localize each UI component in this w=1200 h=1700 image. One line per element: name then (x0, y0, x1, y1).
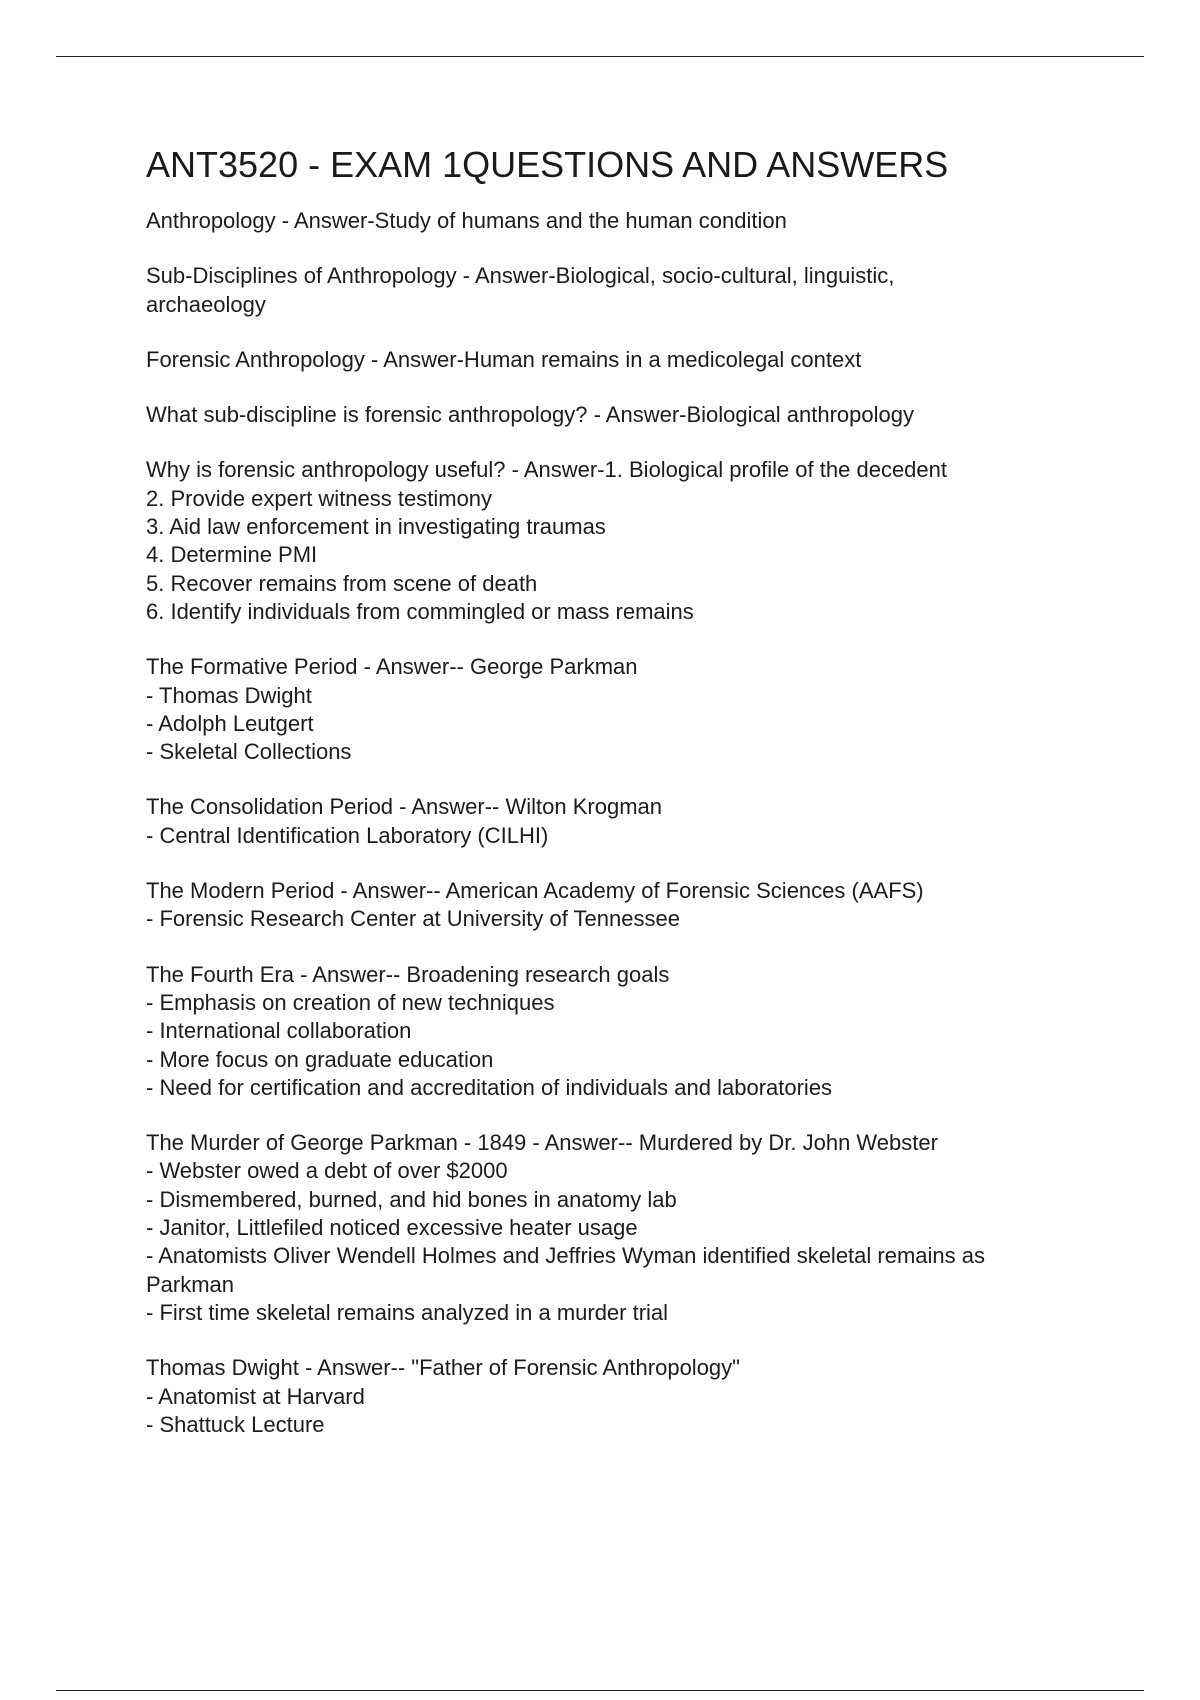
qa-answer-line: 6. Identify individuals from commingled or mass remains (146, 598, 694, 624)
qa-question-line: The Consolidation Period - Answer-- Wilton Krogman (146, 794, 663, 820)
qa-answer-line: - Anatomist at Harvard (146, 1383, 365, 1409)
qa-answer-line: - More focus on graduate education (146, 1046, 494, 1072)
qa-question-line: The Modern Period - Answer-- American Academy of Forensic Sciences (AAFS) (146, 878, 924, 904)
qa-question-line: Thomas Dwight - Answer-- "Father of Forensic Anthropology" (146, 1355, 740, 1381)
qa-answer-line: - Thomas Dwight (146, 682, 312, 708)
qa-answer-line: - Need for certification and accreditation of individuals and laboratories (146, 1074, 833, 1100)
qa-answer-line: - Central Identification Laboratory (CILHI) (146, 822, 549, 848)
top-page-rule (56, 56, 1144, 57)
qa-entry (146, 1129, 1096, 1327)
qa-entry (146, 1354, 1096, 1439)
qa-answer-line: - Emphasis on creation of new techniques (146, 989, 555, 1015)
document-body (146, 142, 1096, 1466)
qa-answer-line: Parkman (146, 1271, 235, 1297)
qa-answer-line: - First time skeletal remains analyzed in a murder trial (146, 1299, 669, 1325)
qa-answer-line: 3. Aid law enforcement in investigating traumas (146, 514, 606, 540)
qa-answer-line: - Forensic Research Center at University of Tennessee (146, 906, 680, 932)
bottom-page-rule (56, 1690, 1144, 1691)
qa-question-line: The Fourth Era - Answer-- Broadening research goals (146, 961, 670, 987)
qa-answer-line: - Shattuck Lecture (146, 1411, 325, 1437)
qa-entry (146, 877, 1096, 934)
qa-answer-line: - Dismembered, burned, and hid bones in anatomy lab (146, 1186, 677, 1212)
qa-answer-line: - International collaboration (146, 1018, 412, 1044)
qa-answer-line: 2. Provide expert witness testimony (146, 485, 493, 511)
qa-answer-line: - Anatomists Oliver Wendell Holmes and Jeffries Wyman identified skeletal remains as (146, 1243, 985, 1269)
qa-question-line: The Murder of George Parkman - 1849 - Answer-- Murdered by Dr. John Webster (146, 1130, 938, 1156)
qa-question-line: Sub-Disciplines of Anthropology - Answer-Biological, socio-cultural, linguistic, (146, 263, 895, 289)
qa-entry (146, 456, 1096, 626)
qa-answer-line: - Webster owed a debt of over $2000 (146, 1158, 508, 1184)
qa-answer-line: - Skeletal Collections (146, 739, 352, 765)
qa-list (146, 207, 1096, 1439)
qa-entry (146, 793, 1096, 850)
qa-entry (146, 653, 1096, 766)
qa-question-line: What sub-discipline is forensic anthropology? - Answer-Biological anthropology (146, 402, 914, 428)
qa-question-line: Forensic Anthropology - Answer-Human remains in a medicolegal context (146, 346, 862, 372)
qa-question-line: Anthropology - Answer-Study of humans and the human condition (146, 208, 787, 233)
qa-answer-line: 5. Recover remains from scene of death (146, 570, 538, 596)
qa-entry (146, 207, 1096, 235)
qa-question-line: The Formative Period - Answer-- George Parkman (146, 654, 638, 680)
qa-entry (146, 401, 1096, 429)
qa-answer-line: - Janitor, Littlefiled noticed excessive heater usage (146, 1215, 638, 1241)
qa-entry (146, 346, 1096, 374)
qa-entry (146, 961, 1096, 1102)
qa-entry (146, 262, 1096, 319)
document-title: ANT3520 - EXAM 1QUESTIONS AND ANSWERS (146, 144, 949, 185)
qa-question-line: Why is forensic anthropology useful? - Answer-1. Biological profile of the decedent (146, 457, 947, 483)
qa-answer-line: archaeology (146, 291, 266, 317)
qa-answer-line: - Adolph Leutgert (146, 710, 314, 736)
qa-answer-line: 4. Determine PMI (146, 542, 318, 568)
